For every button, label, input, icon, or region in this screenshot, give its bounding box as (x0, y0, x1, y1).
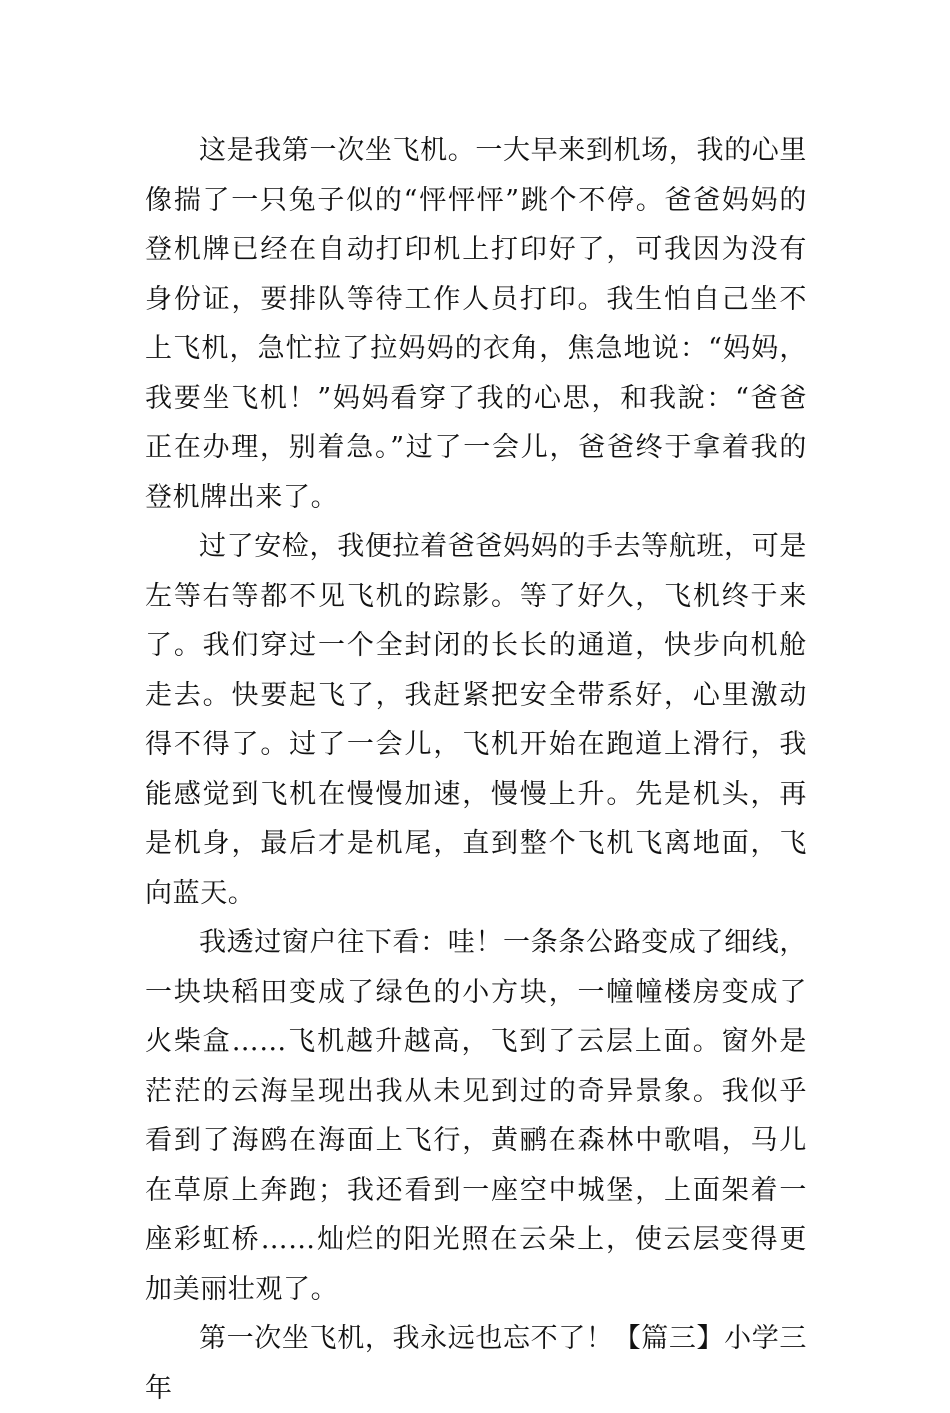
paragraph-1: 这是我第一次坐飞机。一大早来到机场，我的心里像揣了一只兔子似的“怦怦怦”跳个不停。爸爸妈妈的登机牌已经在自动打印机上打印好了，可我因为没有身份证，要排队等待工作人员打印。我生怕自己坐不上飞机，急忙拉了拉妈妈的衣角，焦急地说：“妈妈，我要坐飞机！”妈妈看穿了我的心思，和我說：“爸爸正在办理，别着急。”过了一会儿，爸爸终于拿着我的登机牌出来了。 (145, 135, 807, 513)
paragraph-3: 我透过窗户往下看：哇！一条条公路变成了细线，一块块稻田变成了绿色的小方块，一幢幢楼房变成了火柴盒……飞机越升越高，飞到了云层上面。窗外是茫茫的云海呈现出我从未见到过的奇异景象。我似乎看到了海鸥在海面上飞行，黄鹂在森林中歌唱，马儿在草原上奔跑；我还看到一座空中城堡，上面架着一座彩虹桥……灿烂的阳光照在云朵上，使云层变得更加美丽壮观了。 (145, 927, 807, 1305)
article-body (145, 126, 807, 1413)
paragraph-2: 过了安检，我便拉着爸爸妈妈的手去等航班，可是左等右等都不见飞机的踪影。等了好久，飞机终于来了。我们穿过一个全封闭的长长的通道，快步向机舱走去。快要起飞了，我赶紧把安全带系好，心里激动得不得了。过了一会儿，飞机开始在跑道上滑行，我能感觉到飞机在慢慢加速，慢慢上升。先是机头，再是机身，最后才是机尾，直到整个飞机飞离地面，飞向蓝天。 (145, 531, 807, 909)
paragraph-4: 第一次坐飞机，我永远也忘不了！【篇三】小学三年 (145, 1323, 807, 1404)
